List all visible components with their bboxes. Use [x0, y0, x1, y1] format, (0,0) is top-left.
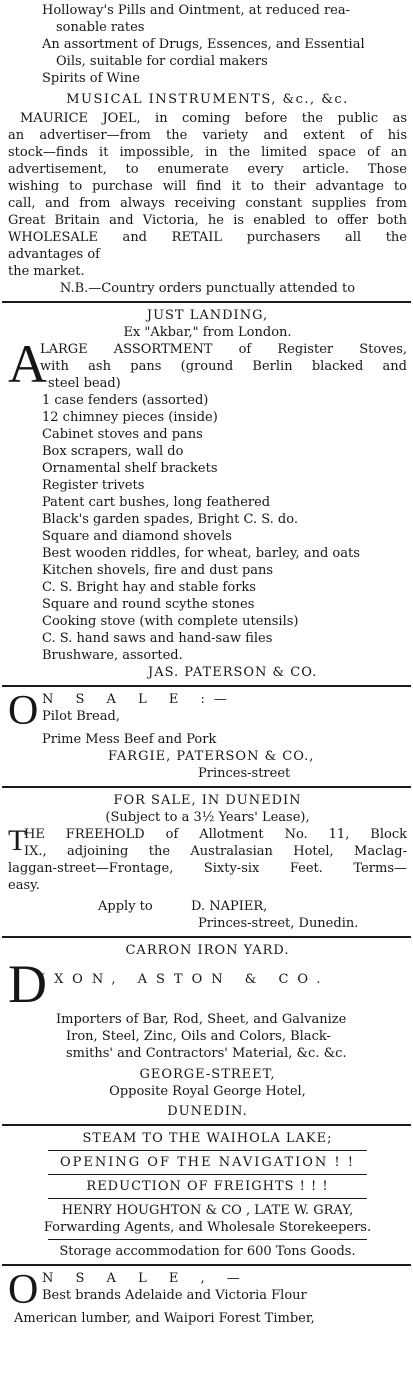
divider: [48, 1174, 367, 1175]
on-sale-ad-1: [8, 688, 407, 782]
body-line: call, and from always receiving constant supplies from: [8, 196, 407, 211]
dropcap-letter: D: [8, 954, 47, 1014]
just-landing-heading: JUST LANDING,: [146, 308, 269, 323]
body-line: HE FREEHOLD of Allotment No. 11, Block: [24, 827, 407, 842]
just-landing-subheading: Ex "Akbar," from London.: [123, 325, 292, 340]
steam-ad: [8, 1130, 407, 1260]
intro-line: steel bead): [48, 376, 121, 391]
divider: [48, 1198, 367, 1199]
section-divider: [2, 1264, 411, 1266]
body-line: Iron, Steel, Zinc, Oils and Colors, Black-: [66, 1029, 331, 1044]
body-line: laggan-street—Frontage, Sixty-six Feet. Terms—: [8, 861, 407, 876]
list-item: C. S. hand saws and hand-saw files: [42, 631, 273, 646]
section-divider: [2, 1124, 411, 1126]
section-divider: [2, 685, 411, 687]
body-line: Importers of Bar, Rod, Sheet, and Galvanize: [56, 1012, 347, 1027]
body-line: Great Britain and Victoria, he is enabled to offer both: [8, 213, 407, 228]
for-sale-subheading: (Subject to a 3½ Years' Lease),: [105, 810, 310, 825]
body-line: stock—finds it impossible, in the limited space of an: [8, 145, 407, 160]
company-name: IXON, ASTON & CO.: [40, 972, 330, 987]
body-line: an advertiser—from the variety and extent of his: [8, 128, 407, 143]
dropcap-letter: O: [8, 1267, 39, 1313]
list-item: Prime Mess Beef and Pork: [42, 732, 217, 747]
body-line: MAURICE JOEL, in coming before the public as: [20, 111, 407, 126]
for-sale-ad: [8, 792, 407, 932]
body-line: smiths' and Contractors' Material, &c. &c.: [66, 1046, 347, 1061]
dropcap-letter: A: [8, 334, 47, 394]
divider: [48, 1239, 367, 1240]
list-item: sonable rates: [56, 20, 145, 35]
list-item: Black's garden spades, Bright C. S. do.: [42, 512, 298, 527]
section-divider: [2, 786, 411, 788]
just-landing-ad: [8, 307, 407, 681]
body-line: advertisement, to enumerate every article. Those: [8, 162, 407, 177]
list-item: C. S. Bright hay and stable forks: [42, 580, 256, 595]
apply-label: Apply to: [98, 899, 153, 914]
address: Princes-street: [198, 766, 291, 781]
steam-heading: STEAM TO THE WAIHOLA LAKE;: [82, 1131, 333, 1146]
on-sale-ad-2: [8, 1267, 407, 1327]
on-sale-heading: N S A L E :—: [42, 692, 236, 707]
dropcap-letter: O: [8, 688, 39, 734]
carron-ad: [8, 942, 407, 1120]
opposite-line: Opposite Royal George Hotel,: [109, 1084, 306, 1099]
body-line: easy.: [8, 878, 40, 893]
address: Princes-street, Dunedin.: [198, 916, 359, 931]
reduction-line: REDUCTION OF FREIGHTS ! ! !: [86, 1179, 329, 1194]
street-line: GEORGE-STREET,: [139, 1067, 276, 1082]
divider: [48, 1150, 367, 1151]
city-line: DUNEDIN.: [167, 1104, 248, 1119]
signature: JAS. PATERSON & CO.: [148, 665, 318, 680]
list-item: Patent cart bushes, long feathered: [42, 495, 271, 510]
body-line: WHOLESALE and RETAIL purchasers all the: [8, 230, 407, 245]
list-item: Register trivets: [42, 478, 145, 493]
item-list: [8, 392, 407, 664]
list-item: 1 case fenders (assorted): [42, 393, 209, 408]
list-item: Best brands Adelaide and Victoria Flour: [42, 1288, 307, 1303]
top-list: [8, 2, 407, 87]
on-sale-heading: N S A L E , —: [42, 1271, 249, 1286]
list-item: Ornamental shelf brackets: [42, 461, 218, 476]
for-sale-heading: FOR SALE, IN DUNEDIN: [113, 793, 302, 808]
list-item: Pilot Bread,: [42, 709, 120, 724]
section-divider: [2, 301, 411, 303]
list-item: Oils, suitable for cordial makers: [56, 54, 268, 69]
apply-name: D. NAPIER,: [191, 899, 268, 914]
list-item: Box scrapers, wall do: [42, 444, 184, 459]
list-item: Cabinet stoves and pans: [42, 427, 203, 442]
list-item: Cooking stove (with complete utensils): [42, 614, 299, 629]
musical-heading: MUSICAL INSTRUMENTS, &c., &c.: [66, 92, 349, 107]
dropcap-letter: T: [8, 824, 27, 857]
intro-line: LARGE ASSORTMENT of Register Stoves,: [40, 342, 407, 357]
list-item: Kitchen shovels, fire and dust pans: [42, 563, 274, 578]
list-item: Square and round scythe stones: [42, 597, 255, 612]
signature: FARGIE, PATERSON & CO.,: [108, 749, 315, 764]
section-divider: [2, 936, 411, 938]
list-item: Square and diamond shovels: [42, 529, 232, 544]
list-item: An assortment of Drugs, Essences, and Essential: [42, 37, 365, 52]
agents-line: Forwarding Agents, and Wholesale Storekeepers.: [43, 1220, 372, 1235]
intro-line: with ash pans (ground Berlin blacked and: [40, 359, 407, 374]
list-item: Holloway's Pills and Ointment, at reduced rea-: [42, 3, 350, 18]
list-item: Spirits of Wine: [42, 71, 140, 86]
body-line: wishing to purchase will find it to their advantage to: [8, 179, 407, 194]
musical-note: N.B.—Country orders punctually attended to: [59, 281, 356, 296]
company-line: HENRY HOUGHTON & CO , LATE W. GRAY,: [61, 1203, 354, 1218]
body-line: IX., adjoining the Australasian Hotel, Maclag-: [24, 844, 407, 859]
body-line: the market.: [8, 264, 85, 279]
carron-heading: CARRON IRON YARD.: [125, 943, 290, 958]
list-item: Best wooden riddles, for wheat, barley, and oats: [42, 546, 360, 561]
musical-body: [8, 110, 407, 297]
list-item: Brushware, assorted.: [42, 648, 183, 663]
body-line: advantages of: [8, 247, 100, 262]
dropcap-paragraph: [8, 334, 407, 394]
opening-line: OPENING OF THE NAVIGATION ! !: [60, 1155, 355, 1170]
list-item: American lumber, and Waipori Forest Timber,: [14, 1311, 315, 1326]
storage-line: Storage accommodation for 600 Tons Goods.: [59, 1244, 356, 1259]
list-item: 12 chimney pieces (inside): [42, 410, 218, 425]
